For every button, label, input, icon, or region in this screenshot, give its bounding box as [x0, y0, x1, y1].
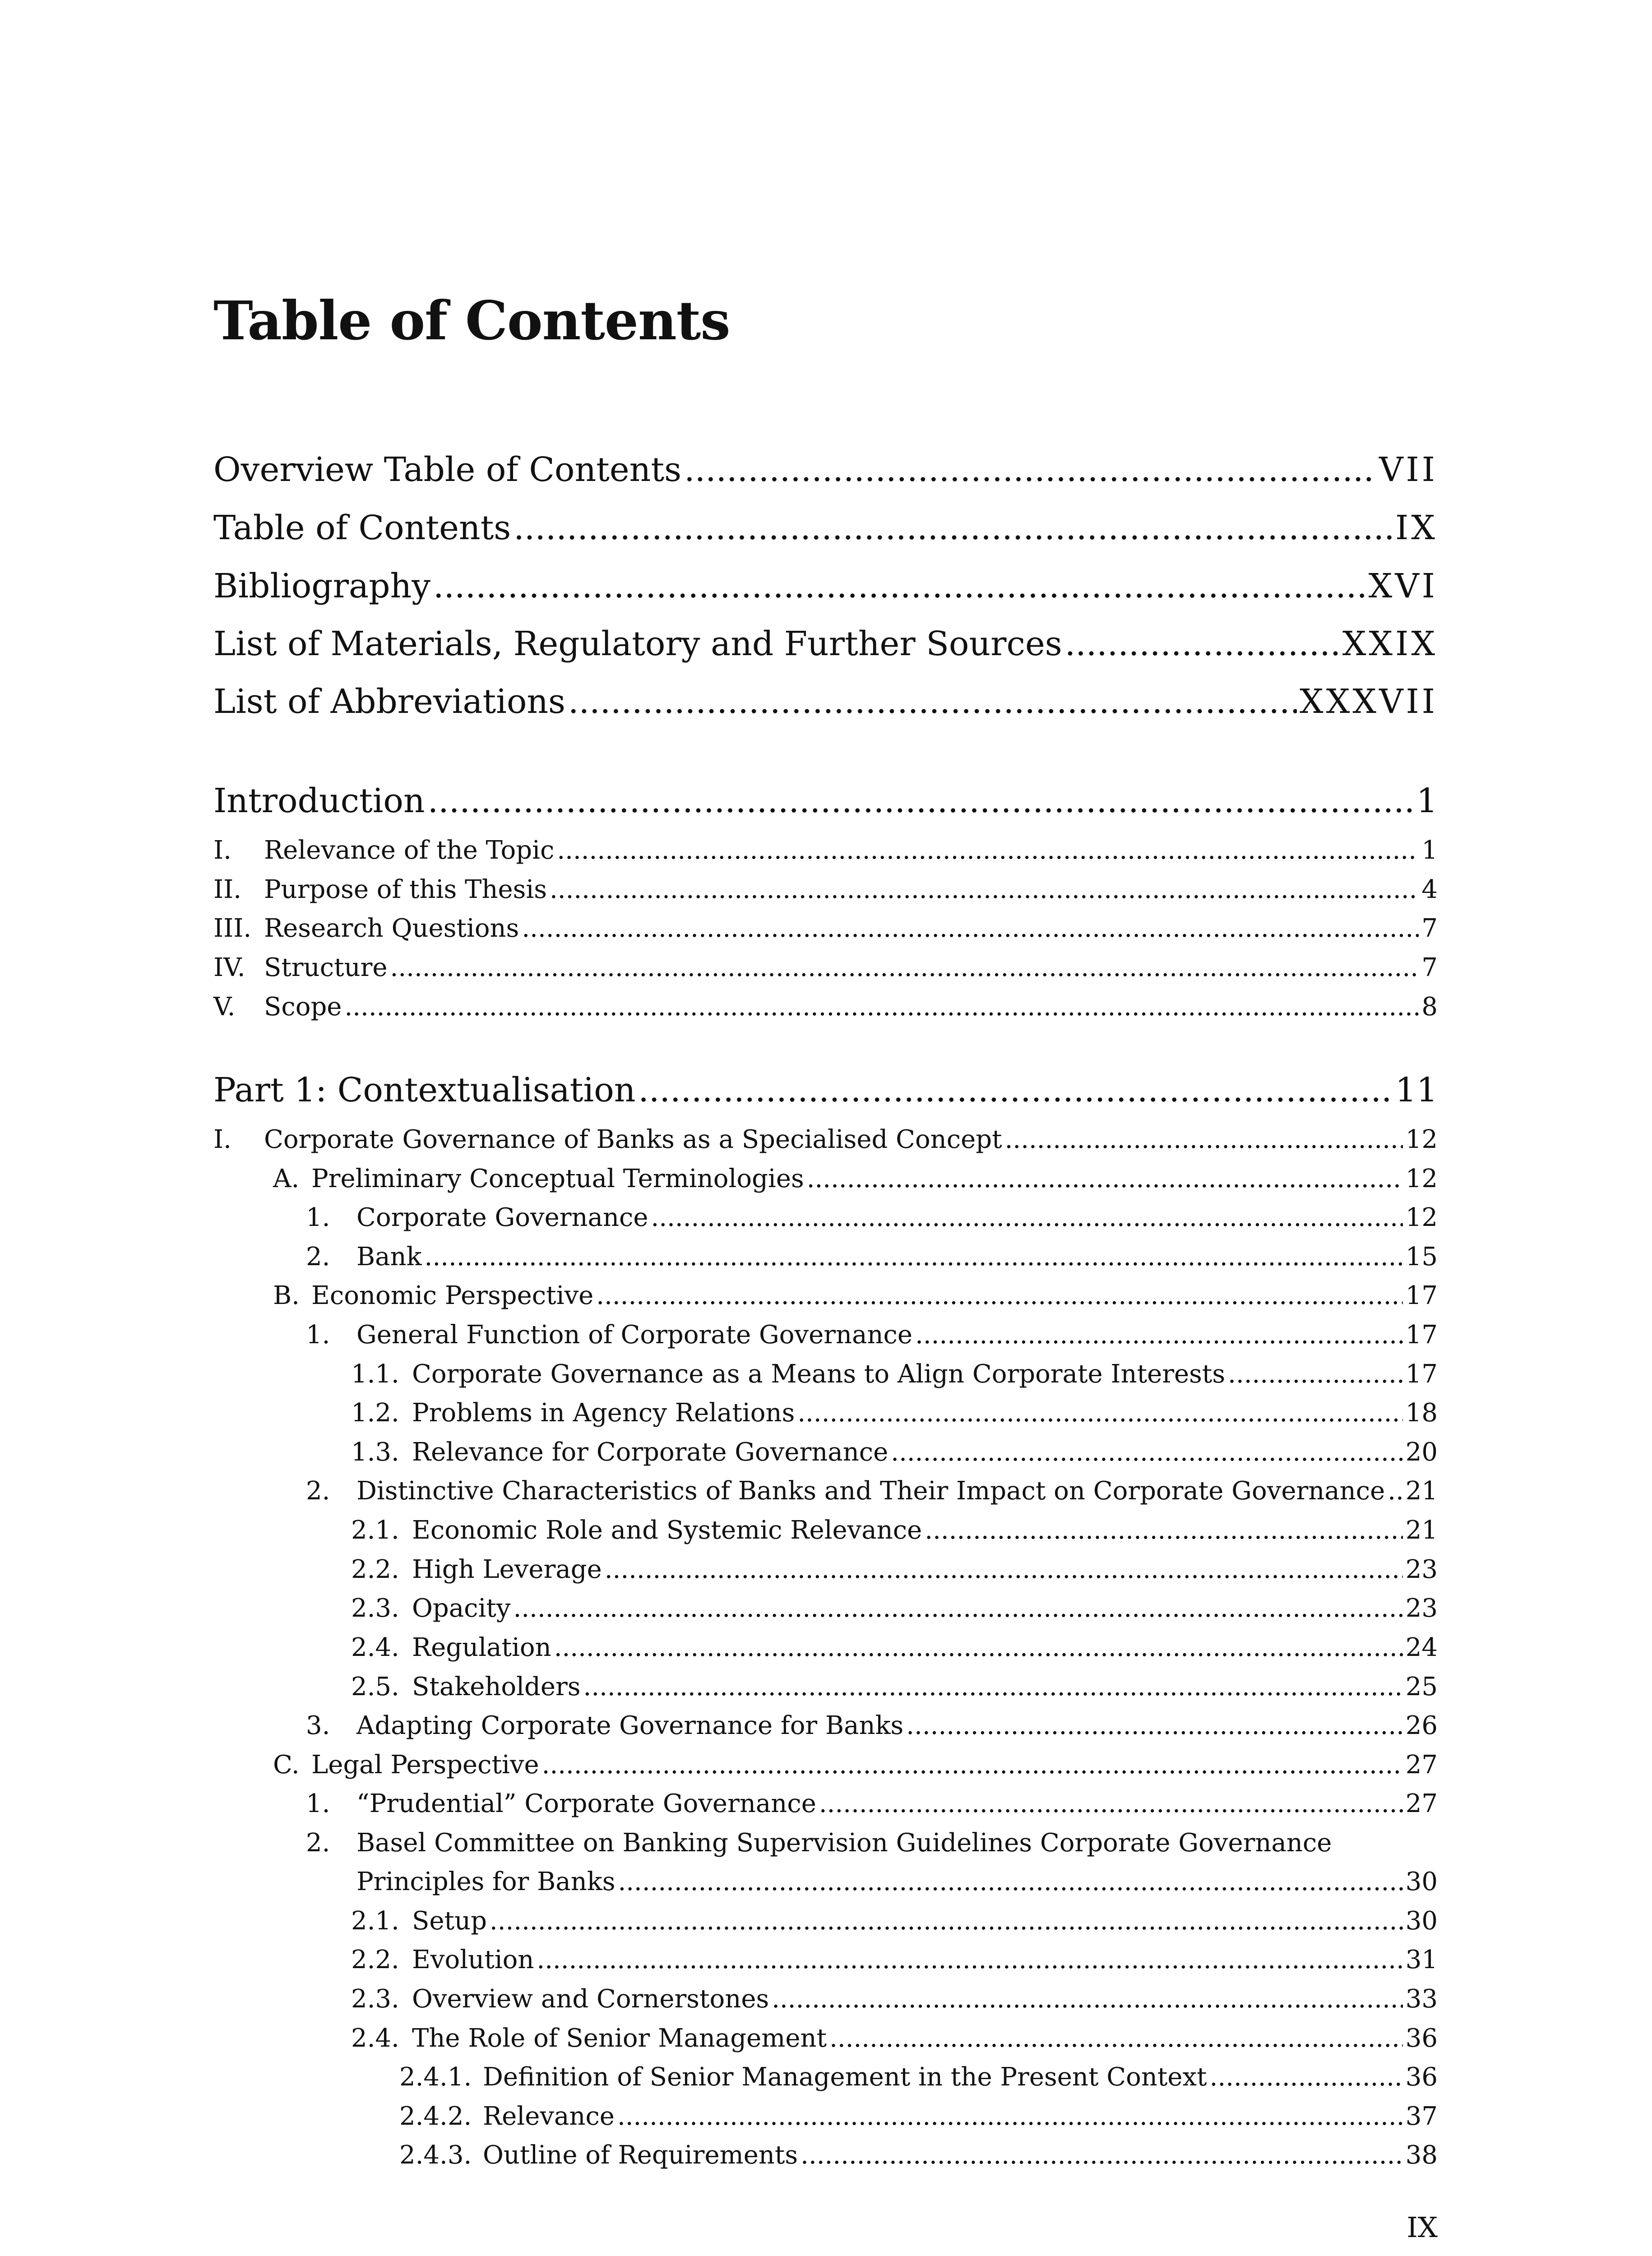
toc-entry-page: 12	[1405, 1203, 1438, 1232]
leader-dots	[1228, 1359, 1403, 1389]
leader-dots	[490, 1906, 1403, 1936]
toc-entry[interactable]	[213, 2140, 1438, 2170]
toc-entry[interactable]	[213, 1906, 1438, 1936]
toc-entry-number: 2.1.	[351, 1516, 399, 1545]
toc-entry[interactable]	[213, 2024, 1438, 2053]
toc-entry-number: 2.	[306, 1828, 330, 1858]
toc-entry-page: 11	[1395, 1071, 1438, 1110]
leader-dots	[684, 450, 1376, 489]
toc-entry[interactable]	[213, 1555, 1438, 1584]
toc-entry-label: Introduction	[213, 781, 425, 820]
leader-dots	[1005, 1125, 1403, 1154]
toc-entry-number: III.	[213, 914, 252, 943]
toc-entry-page: 1	[1421, 836, 1438, 865]
toc-entry-page: XVI	[1368, 567, 1438, 606]
toc-entry-page: 21	[1405, 1476, 1438, 1506]
toc-entry-label: Stakeholders	[412, 1672, 581, 1701]
toc-entry-number: IV.	[213, 953, 245, 982]
leader-dots	[425, 1242, 1403, 1271]
toc-entry-number: 1.1.	[351, 1359, 399, 1389]
toc-entry-number: 2.	[306, 1476, 330, 1506]
leader-dots	[618, 1867, 1402, 1896]
toc-entry[interactable]	[213, 1750, 1438, 1780]
toc-entry-page: 31	[1405, 1945, 1438, 1974]
toc-entry[interactable]	[213, 1359, 1438, 1389]
leader-dots	[542, 1750, 1403, 1780]
toc-entry-label: Corporate Governance of Banks as a Specialised Concept	[264, 1125, 1002, 1154]
toc-entry-page: 25	[1405, 1672, 1438, 1701]
toc-entry-label: Regulation	[412, 1633, 551, 1662]
toc-entry-label: Relevance of the Topic	[264, 836, 555, 865]
toc-entry[interactable]	[213, 1633, 1438, 1662]
toc-entry-number: 1.	[306, 1320, 330, 1350]
toc-entry-front[interactable]	[213, 509, 1438, 547]
leader-dots	[1065, 624, 1340, 663]
toc-entry-label: Principles for Banks	[356, 1867, 615, 1896]
leader-dots	[428, 781, 1414, 820]
toc-entry-part1[interactable]	[213, 1071, 1438, 1110]
toc-entry-page: 27	[1405, 1750, 1438, 1780]
leader-dots	[915, 1320, 1403, 1350]
toc-entry-number: 2.4.1.	[399, 2062, 472, 2092]
leader-dots	[906, 1711, 1402, 1740]
toc-entry-page: IX	[1395, 509, 1438, 547]
toc-entry[interactable]	[213, 1203, 1438, 1232]
leader-dots	[891, 1438, 1402, 1467]
leader-dots	[514, 509, 1393, 547]
toc-entry-page: 30	[1405, 1867, 1438, 1896]
leader-dots	[1388, 1476, 1402, 1506]
toc-entry[interactable]	[213, 1281, 1438, 1310]
toc-entry-label: Economic Perspective	[311, 1281, 594, 1310]
toc-entry-label: Corporate Governance as a Means to Align Corporate Interests	[412, 1359, 1226, 1389]
toc-entry-front[interactable]	[213, 450, 1438, 489]
toc-entry-label: Purpose of this Thesis	[264, 875, 547, 904]
toc-entry-page: 17	[1405, 1281, 1438, 1310]
toc-entry-number: C.	[273, 1750, 300, 1780]
toc-entry-page: 12	[1405, 1125, 1438, 1154]
toc-entry-page: XXXVII	[1300, 682, 1438, 721]
leader-dots	[550, 875, 1419, 904]
toc-entry-page: 30	[1405, 1906, 1438, 1936]
toc-entry-number: 1.	[306, 1789, 330, 1818]
toc-entry-label: Research Questions	[264, 914, 519, 943]
toc-entry-label: Bank	[356, 1242, 422, 1271]
toc-entry-label: “Prudential” Corporate Governance	[356, 1789, 816, 1818]
toc-entry-page: 24	[1405, 1633, 1438, 1662]
toc-entry-label: Relevance	[483, 2102, 615, 2131]
toc-entry-page: 33	[1405, 1984, 1438, 2014]
toc-entry[interactable]	[213, 1125, 1438, 1154]
toc-entry[interactable]	[213, 2102, 1438, 2131]
toc-entry-page: 37	[1405, 2102, 1438, 2131]
toc-entry-page: 8	[1421, 992, 1438, 1022]
toc-entry-number: 1.3.	[351, 1438, 399, 1467]
toc-entry-page: 1	[1416, 781, 1438, 820]
toc-entry[interactable]	[213, 1516, 1438, 1545]
toc-entry-label: Corporate Governance	[356, 1203, 648, 1232]
leader-dots	[617, 2102, 1403, 2131]
toc-entry[interactable]	[213, 836, 1438, 865]
toc-entry-number: I.	[213, 836, 231, 865]
leader-dots	[801, 2140, 1403, 2170]
toc-entry-page: 20	[1405, 1438, 1438, 1467]
toc-entry-page: VII	[1379, 450, 1438, 489]
leader-dots	[596, 1281, 1402, 1310]
toc-entry-number: B.	[273, 1281, 300, 1310]
toc-entry[interactable]	[213, 1672, 1438, 1701]
toc-entry-label: Legal Perspective	[311, 1750, 539, 1780]
leader-dots	[537, 1945, 1402, 1974]
toc-entry-page: 17	[1405, 1320, 1438, 1350]
toc-entry-number: I.	[213, 1125, 231, 1154]
toc-entry[interactable]	[213, 1476, 1438, 1506]
toc-entry-label: Table of Contents	[213, 509, 511, 547]
leader-dots	[829, 2024, 1403, 2053]
leader-dots	[583, 1672, 1403, 1701]
toc-entry-number: 2.	[306, 1242, 330, 1271]
toc-entry[interactable]	[213, 1594, 1438, 1623]
toc-entry-front[interactable]	[213, 682, 1438, 721]
toc-entry-introduction[interactable]	[213, 781, 1438, 820]
toc-entry-label: Overview and Cornerstones	[412, 1984, 769, 2014]
toc-entry-number: A.	[273, 1164, 300, 1193]
toc-entry-label: Part 1: Contextualisation	[213, 1071, 636, 1110]
toc-entry[interactable]	[213, 1711, 1438, 1740]
toc-entry-front[interactable]	[213, 567, 1438, 606]
toc-entry-label: Basel Committee on Banking Supervision Guidelines Corporate Governance	[356, 1828, 1332, 1858]
toc-entry-number: 2.3.	[351, 1594, 399, 1623]
toc-entry-number: 2.4.2.	[399, 2102, 472, 2131]
toc-entry-label: List of Abbreviations	[213, 682, 566, 721]
toc-entry[interactable]	[213, 2062, 1438, 2092]
toc-entry-number: 2.4.	[351, 2024, 399, 2053]
leader-dots	[651, 1203, 1403, 1232]
leader-dots	[390, 953, 1419, 982]
leader-dots	[605, 1555, 1403, 1584]
leader-dots	[522, 914, 1419, 943]
toc-entry-label: Evolution	[412, 1945, 534, 1974]
leader-dots	[554, 1633, 1403, 1662]
toc-entry-number: 1.	[306, 1203, 330, 1232]
toc-entry-page: 21	[1405, 1516, 1438, 1545]
leader-dots	[557, 836, 1419, 865]
leader-dots	[1210, 2062, 1403, 2092]
toc-entry[interactable]	[213, 1398, 1438, 1428]
toc-entry-page: 15	[1405, 1242, 1438, 1271]
toc-entry-page: 23	[1405, 1555, 1438, 1584]
toc-entry-number: 2.4.3.	[399, 2140, 472, 2170]
toc-entry-label: Bibliography	[213, 567, 430, 606]
leader-dots	[807, 1164, 1403, 1193]
toc-entry-number: II.	[213, 875, 242, 904]
leader-dots	[638, 1071, 1392, 1110]
toc-entry-page: 26	[1405, 1711, 1438, 1740]
toc-entry[interactable]	[213, 1789, 1438, 1818]
toc-entry-page: 38	[1405, 2140, 1438, 2170]
toc-entry[interactable]	[213, 992, 1438, 1022]
toc-entry-label: Distinctive Characteristics of Banks and Their Impact on Corporate Governance	[356, 1476, 1385, 1506]
toc-entry-label: Economic Role and Systemic Relevance	[412, 1516, 922, 1545]
toc-entry-number: V.	[213, 992, 236, 1022]
toc-entry-label: Relevance for Corporate Governance	[412, 1438, 888, 1467]
toc-entry-number: 2.2.	[351, 1555, 399, 1584]
toc-entry-page: 17	[1405, 1359, 1438, 1389]
toc-entry-page: 7	[1421, 914, 1438, 943]
toc-entry-label: Structure	[264, 953, 388, 982]
toc-entry[interactable]	[213, 953, 1438, 982]
toc-entry-number: 2.5.	[351, 1672, 399, 1701]
toc-entry[interactable]	[213, 1164, 1438, 1193]
toc-entry-page: 4	[1421, 875, 1438, 904]
leader-dots	[433, 567, 1366, 606]
toc-entry-page: 27	[1405, 1789, 1438, 1818]
leader-dots	[344, 992, 1419, 1022]
toc-entry-number: 2.2.	[351, 1945, 399, 1974]
toc-entry[interactable]	[213, 914, 1438, 943]
toc-entry[interactable]	[213, 1242, 1438, 1271]
leader-dots	[797, 1398, 1402, 1428]
toc-entry-number: 2.1.	[351, 1906, 399, 1936]
toc-entry-continuation[interactable]	[213, 1867, 1438, 1896]
toc-entry[interactable]	[213, 1828, 1438, 1858]
toc-entry-page: 7	[1421, 953, 1438, 982]
toc-entry-page: XXIX	[1342, 624, 1438, 663]
toc-entry[interactable]	[213, 1984, 1438, 2014]
toc-entry-page: 36	[1405, 2024, 1438, 2053]
toc-entry-label: Setup	[412, 1906, 487, 1936]
toc-entry-label: Adapting Corporate Governance for Banks	[356, 1711, 904, 1740]
leader-dots	[568, 682, 1297, 721]
toc-entry-label: Problems in Agency Relations	[412, 1398, 795, 1428]
toc-entry[interactable]	[213, 875, 1438, 904]
toc-entry-label: Opacity	[412, 1594, 511, 1623]
toc-entry-label: High Leverage	[412, 1555, 602, 1584]
toc-entry-page: 18	[1405, 1398, 1438, 1428]
toc-entry-label: Scope	[264, 992, 342, 1022]
toc-entry-label: List of Materials, Regulatory and Further Sources	[213, 624, 1062, 663]
toc-entry[interactable]	[213, 1438, 1438, 1467]
leader-dots	[925, 1516, 1402, 1545]
toc-entry-number: 3.	[306, 1711, 330, 1740]
toc-entry-label: General Function of Corporate Governance	[356, 1320, 913, 1350]
leader-dots	[514, 1594, 1403, 1623]
page-title: Table of Contents	[213, 289, 730, 352]
toc-entry-label: Overview Table of Contents	[213, 450, 682, 489]
toc-entry-label: The Role of Senior Management	[412, 2024, 827, 2053]
leader-dots	[772, 1984, 1403, 2014]
page-number: IX	[1407, 2211, 1438, 2244]
toc-entry-label: Outline of Requirements	[483, 2140, 798, 2170]
toc-entry-page: 36	[1405, 2062, 1438, 2092]
toc-entry-page: 23	[1405, 1594, 1438, 1623]
toc-entry-number: 2.4.	[351, 1633, 399, 1662]
toc-entry[interactable]	[213, 1320, 1438, 1350]
toc-entry-label: Preliminary Conceptual Terminologies	[311, 1164, 804, 1193]
leader-dots	[819, 1789, 1403, 1818]
toc-entry[interactable]	[213, 1945, 1438, 1974]
toc-entry-front[interactable]	[213, 624, 1438, 663]
toc-entry-page: 12	[1405, 1164, 1438, 1193]
toc-entry-number: 2.3.	[351, 1984, 399, 2014]
toc-entry-number: 1.2.	[351, 1398, 399, 1428]
toc-entry-label: Definition of Senior Management in the Present Context	[483, 2062, 1207, 2092]
